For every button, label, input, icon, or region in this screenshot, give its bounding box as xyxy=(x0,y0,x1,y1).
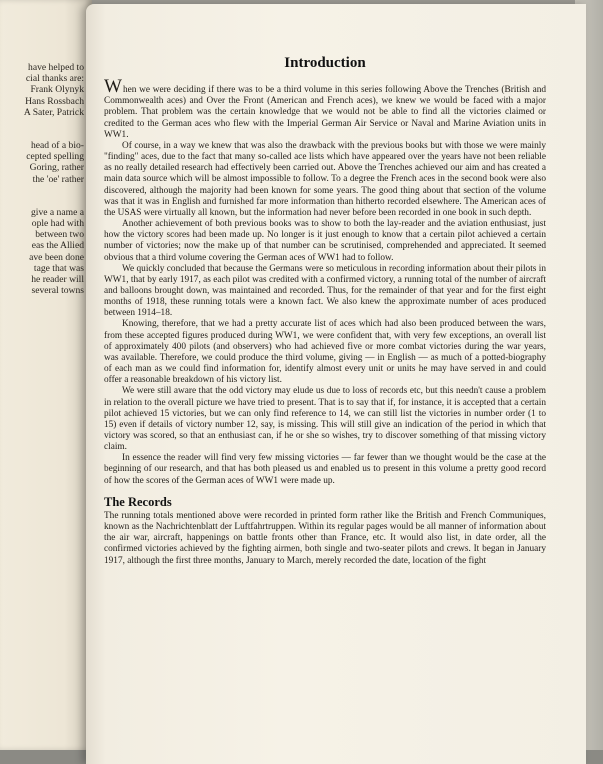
paragraph-3: Another achievement of both previous books was to show to both the lay-reader and the aviation enthusiast, just how the victory scores had been made up. No longer is it just enough to know that a certain pilot achieved a certain number of victories; now the make up of that number can be scrutinised, comprehended and appreciated. It seemed obvious that a third volume covering the German aces of WW1 had to follow. xyxy=(104,219,546,263)
page-content xyxy=(104,55,546,567)
left-page-line: several towns xyxy=(31,285,84,297)
left-page-line: between two xyxy=(35,229,84,241)
paragraph-7: In essence the reader will find very few missing victories — far fewer than we thought would be the case at the beginning of our research, and that has both pleased us and enabled us to present in this volume a pretty good record of how the scores of the German aces of WW1 were made up. xyxy=(104,453,546,486)
left-page-gap xyxy=(24,185,84,207)
left-page-line: ople had with xyxy=(31,218,84,230)
left-page xyxy=(0,0,92,750)
paragraph-1: When we were deciding if there was to be a third volume in this series following Above the Trenches (British and Commonwealth aces) and Over the Front (American and French aces), we knew we would be faced with a major problem. That problem was the certain knowledge that we would not be able to find all the victories claimed or credited to the German aces who flew with the Imperial German Air Service or Naval and Marine Aviation units in WW1. xyxy=(104,76,546,140)
left-page-line: Frank Olynyk xyxy=(30,84,84,96)
records-paragraph: The running totals mentioned above were recorded in printed form rather like the British and French Communiques, known as the Nachrichtenblatt der Luftfahrtruppen. Within its regular pages would be all manner of information about the air war, aircraft, happenings on battle fronts other than France, etc. It would also list, in date order, all the confirmed victories achieved by the fighting airmen, both single and two-seater pilots and crews. It began in January 1917, although the first three months, January to March, merely recorded the date, location of the fight xyxy=(104,510,546,566)
left-page-line: cepted spelling xyxy=(26,151,84,163)
paragraph-5: Knowing, therefore, that we had a pretty accurate list of aces which had also been produced between the wars, from these accepted figures produced during WW1, we were confident that, with very few exceptions, an overall list of approximately 400 pilots (and observers) who had achieved five or more combat victories during the war years, was available. Therefore, we could produce the third volume, giving — in English — as much of a potted-biography of each man as we could find information for, identify almost every unit or units he may have served in and could offer a reasonable breakdown of his victory list. xyxy=(104,319,546,386)
paragraph-4: We quickly concluded that because the Germans were so meticulous in recording information about their pilots in WW1, that by early 1917, as each pilot was credited with a confirmed victory, a running total of the number of aircraft and balloons brought down, was maintained and recorded. Thus, for the remainder of that year and for the first eight months of 1918, these running totals were a known fact. We also knew the approximate number of aces produced between 1914–18. xyxy=(104,263,546,319)
left-page-gap xyxy=(24,118,84,140)
left-page-line: he reader will xyxy=(31,274,84,286)
left-page-line: eas the Allied xyxy=(31,240,84,252)
left-page-line: Hans Rossbach xyxy=(25,95,84,107)
section-title: The Records xyxy=(104,494,172,509)
left-page-line: head of a bio- xyxy=(30,140,84,152)
left-page-line: A Sater, Patrick xyxy=(23,106,84,118)
paragraph-6: We were still aware that the odd victory may elude us due to loss of records etc, but this needn't cause a problem in relation to the overall picture we have tried to present. That is to say that if, for instance, it is accepted that a certain pilot achieved 15 victories, but we can only find reference to 14, we can still list the victories in number order (1 to 15) even if details of victory number 12, say, is missing. This will still give an indication of the period in which that victory was scored, so that an enthusiast can, if he or she so wishes, try to discover something of that missing victory claim. xyxy=(104,386,546,453)
left-page-line: give a name a xyxy=(30,206,84,218)
page-title: Introduction xyxy=(284,55,366,71)
left-page-line: tage that was xyxy=(33,262,84,274)
left-page-line: Goring, rather xyxy=(29,162,84,174)
left-page-text xyxy=(24,62,84,296)
left-page-line: have helped to xyxy=(28,62,84,73)
paragraph-2: Of course, in a way we knew that was also the drawback with the previous books but with those we were mainly "finding" aces, due to the fact that many so-called ace lists which have appeared over the years have not been reliable as no really detailed research had effectively been carried out. Above the Trenches achieved our aim and has created a main data source which will be almost impossible to follow. To a degree the French aces in the second book were also discovered, although the majority had been known for some years. The good thing about that section of the volume was that it was in English and furnished far more information than hitherto recorded elsewhere. The American aces of the USAS were virtually all known, but the information had never before been recorded in one book in such depth. xyxy=(104,140,546,218)
left-page-line: cial thanks are: xyxy=(25,73,84,85)
left-page-line: the 'oe' rather xyxy=(32,173,84,185)
left-page-line: ave been done xyxy=(29,251,84,263)
drop-cap: W xyxy=(104,76,122,98)
